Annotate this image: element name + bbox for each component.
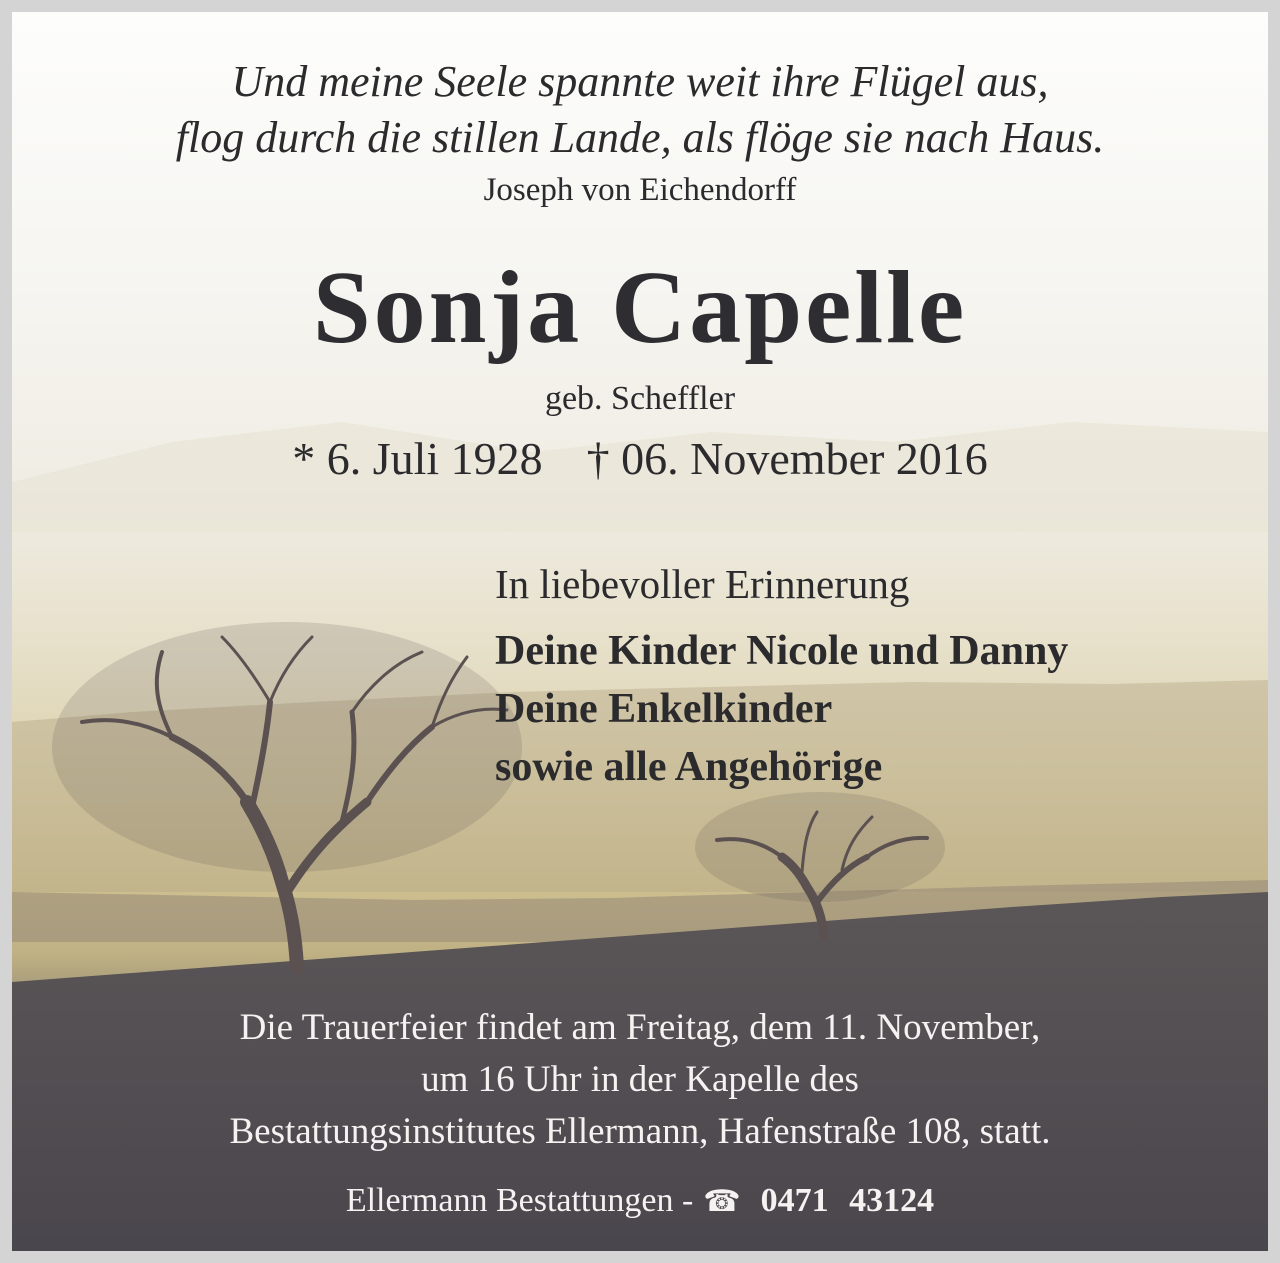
death-date: † 06. November 2016 (586, 433, 988, 484)
large-tree-crown (52, 622, 522, 872)
ceremony-line: Bestattungsinstitutes Ellermann, Hafenstraße 108, statt. (229, 1111, 1051, 1152)
small-tree-crown (695, 792, 945, 902)
life-dates (12, 432, 1268, 485)
quote-author: Joseph von Eichendorff (483, 172, 797, 208)
obituary-notice (12, 12, 1268, 1251)
remembrance-line: In liebevoller Erinnerung (495, 561, 910, 607)
ceremony-line: Die Trauerfeier findet am Freitag, dem 11. November, (239, 1007, 1041, 1048)
funeral-home-name: Ellermann Bestattungen - (345, 1182, 694, 1219)
mourners-block (495, 560, 1068, 796)
telephone-icon: ☎ (703, 1184, 741, 1219)
mourner-line: Deine Kinder Nicole und Danny (495, 628, 1069, 674)
ceremony-line: um 16 Uhr in der Kapelle des (421, 1059, 859, 1100)
quote-line-1: Und meine Seele spannte weit ihre Flügel aus, (231, 57, 1049, 106)
mourner-line: sowie alle Angehörige (495, 744, 883, 790)
deceased-name: Sonja Capelle (312, 250, 968, 365)
funeral-home-footer (12, 1182, 1268, 1220)
quote-line-2: flog durch die stillen Lande, als flöge sie nach Haus. (175, 113, 1105, 162)
birth-date: * 6. Juli 1928 (292, 433, 543, 484)
phone-number: 0471 43124 (760, 1182, 935, 1219)
mourner-line: Deine Enkelkinder (495, 686, 833, 732)
maiden-name: geb. Scheffler (544, 380, 736, 417)
